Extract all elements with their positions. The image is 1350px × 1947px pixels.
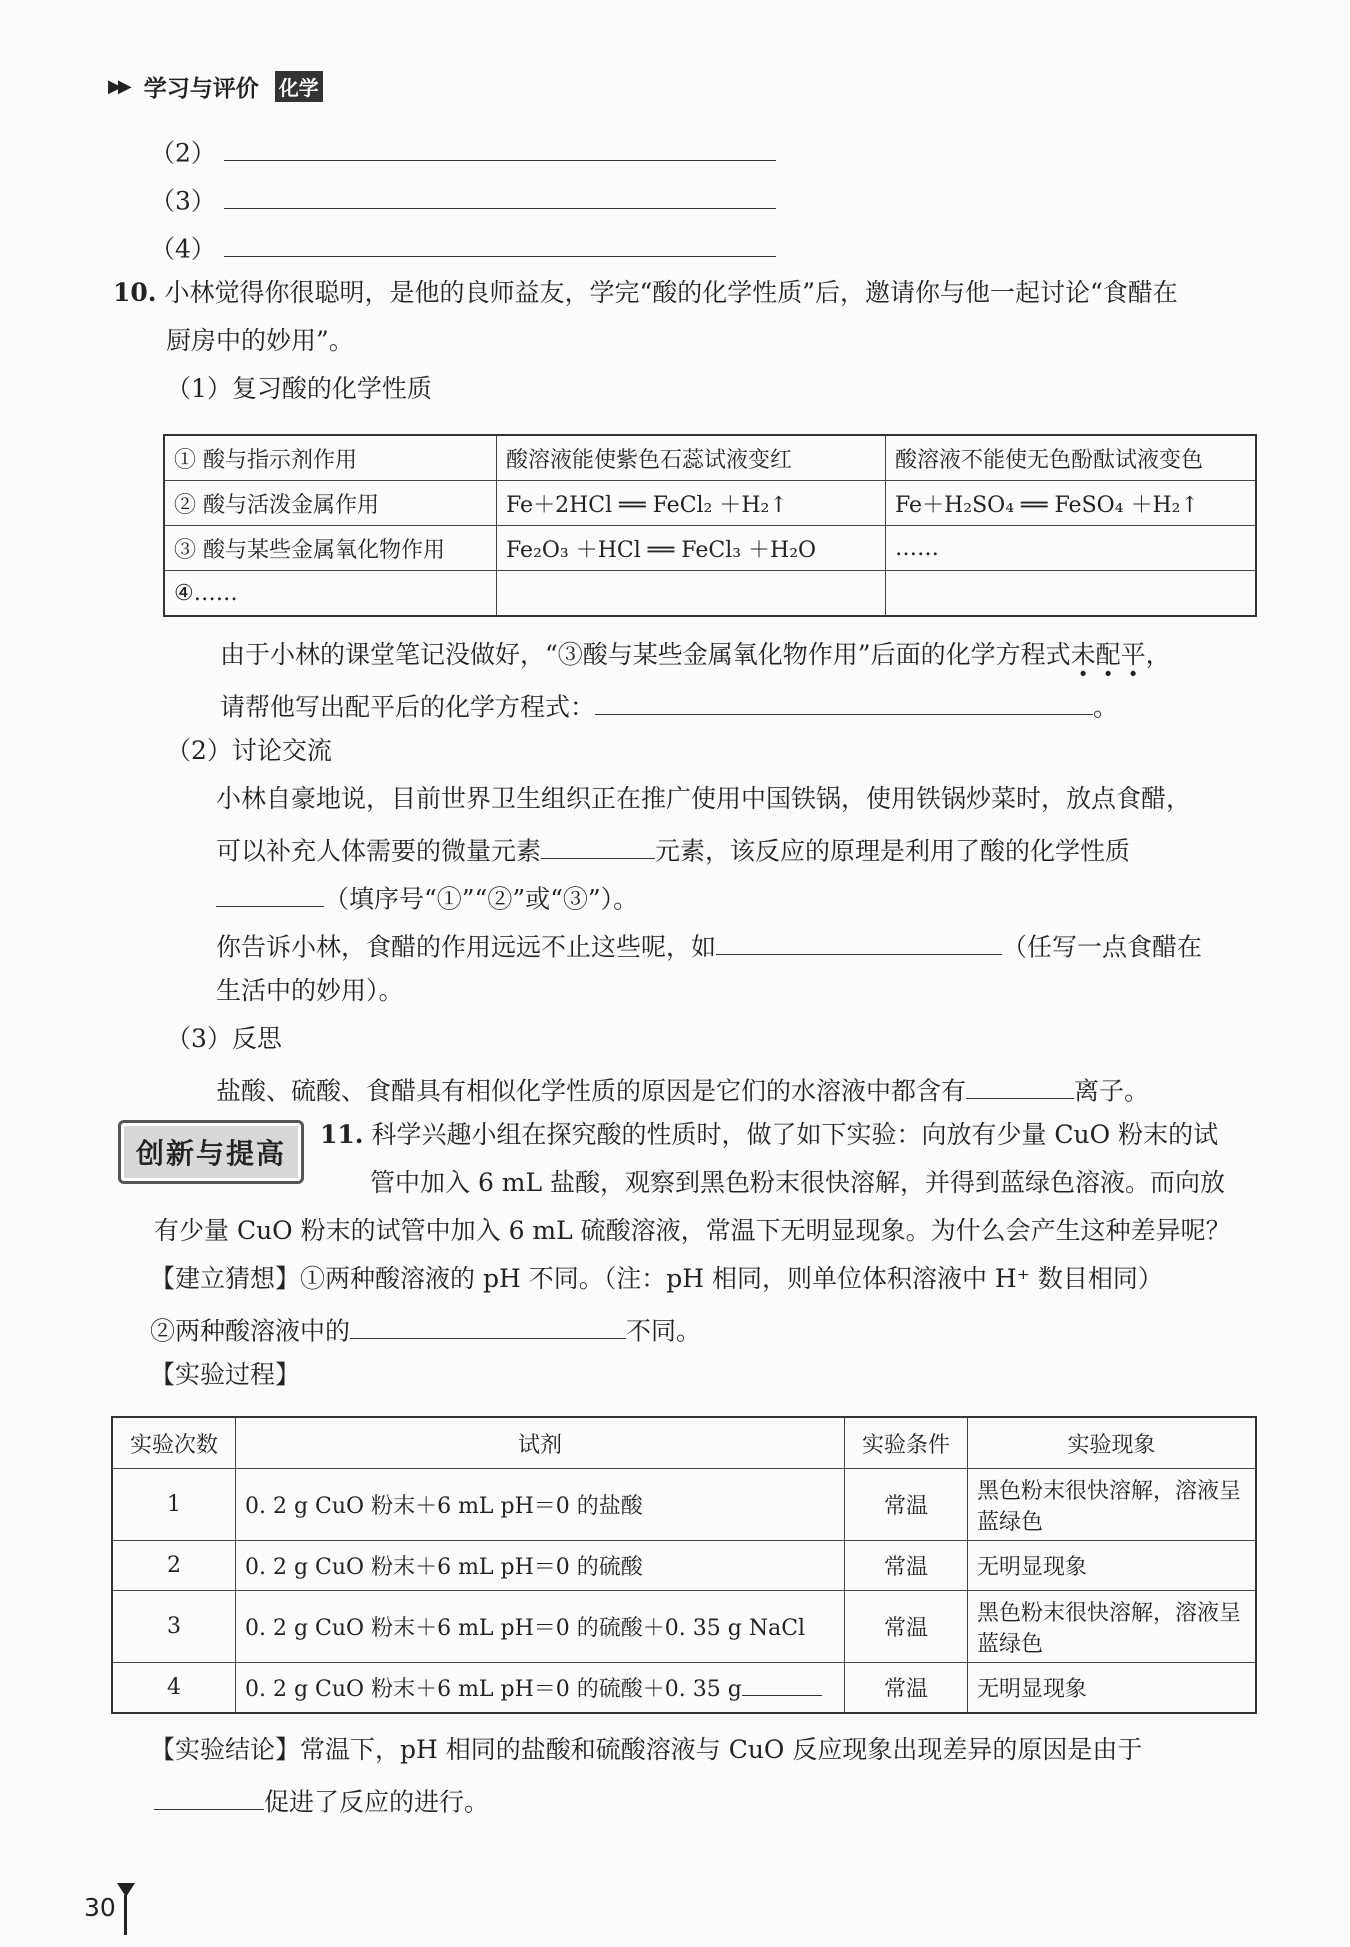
answer-line-2: （2） xyxy=(150,134,776,168)
q10-part2-title: （2）讨论交流 xyxy=(166,736,332,765)
table-row: ④…… xyxy=(164,571,1256,617)
reagent-blank[interactable] xyxy=(742,1672,822,1696)
vinegar-use-blank[interactable] xyxy=(716,928,1002,955)
q11-line2: 管中加入 6 mL 盐酸，观察到黑色粉末很快溶解，并得到蓝绿色溶液。而向放 xyxy=(370,1168,1226,1197)
experiment-table xyxy=(111,1416,1257,1714)
table-row: 1 0. 2 g CuO 粉末＋6 mL pH＝0 的盐酸 常温 黑色粉末很快溶解，溶液呈蓝绿色 xyxy=(112,1469,1256,1541)
q10-note-line2: 请帮他写出配平后的化学方程式： 。 xyxy=(220,688,1118,722)
property-blank[interactable] xyxy=(216,880,324,907)
q10-part3-title: （3）反思 xyxy=(166,1024,282,1053)
emphasis-char: 平 xyxy=(1120,640,1146,669)
q11-process-title: 【实验过程】 xyxy=(150,1360,301,1389)
table-row: 4 0. 2 g CuO 粉末＋6 mL pH＝0 的硫酸＋0. 35 g 常温 无明显现象 xyxy=(112,1663,1256,1713)
q11-conclusion-2: 促进了反应的进行。 xyxy=(154,1783,489,1817)
page-header xyxy=(108,70,323,103)
q10-p2-line5: 生活中的妙用）。 xyxy=(216,976,404,1005)
table-row: ② 酸与活泼金属作用 Fe＋2HCl ══ FeCl₂ ＋H₂↑ Fe＋H₂SO₄ ══ FeSO₄ ＋H₂↑ xyxy=(164,481,1256,526)
table-header-row: 实验次数 试剂 实验条件 实验现象 xyxy=(112,1417,1256,1469)
double-arrow-icon: ▶▶ xyxy=(108,76,128,97)
emphasis-text xyxy=(1071,640,1146,669)
element-blank[interactable] xyxy=(541,832,655,859)
emphasis-char: 配 xyxy=(1095,640,1121,669)
conclusion-blank[interactable] xyxy=(154,1783,264,1810)
emphasis-char: 未 xyxy=(1070,640,1096,669)
ion-blank[interactable] xyxy=(966,1072,1074,1099)
q10-p2-line3: （填序号“①”“②”或“③”）。 xyxy=(216,880,638,914)
subject-tag: 化学 xyxy=(275,71,323,102)
section-badge: 创新与提高 xyxy=(118,1120,304,1184)
q10-part1-title: （1）复习酸的化学性质 xyxy=(166,374,432,403)
answer-line-4: （4） xyxy=(150,230,776,264)
q10-note-line1: 由于小林的课堂笔记没做好，“③酸与某些金属氧化物作用”后面的化学方程式未配平， xyxy=(220,640,1171,669)
q10-p3-line: 盐酸、硫酸、食醋具有相似化学性质的原因是它们的水溶液中都含有 离子。 xyxy=(216,1072,1149,1106)
q10-intro-cont: 厨房中的妙用”。 xyxy=(166,326,354,355)
table-row: 3 0. 2 g CuO 粉末＋6 mL pH＝0 的硫酸＋0. 35 g NaCl 常温 黑色粉末很快溶解，溶液呈蓝绿色 xyxy=(112,1591,1256,1663)
q11-conclusion-1: 【实验结论】常温下，pH 相同的盐酸和硫酸溶液与 CuO 反应现象出现差异的原因是由于 xyxy=(150,1735,1143,1764)
q10-p2-line1: 小林自豪地说，目前世界卫生组织正在推广使用中国铁锅，使用铁锅炒菜时，放点食醋， xyxy=(216,784,1192,813)
q11-hypothesis-2: ②两种酸溶液中的 不同。 xyxy=(150,1312,701,1346)
question-number: 11. xyxy=(320,1120,364,1149)
q11-hypothesis-1: 【建立猜想】①两种酸溶液的 pH 不同。（注：pH 相同，则单位体积溶液中 H⁺ 数目相同） xyxy=(150,1264,1163,1293)
page-number: 30 xyxy=(84,1893,116,1922)
book-title: 学习与评价 xyxy=(143,76,259,102)
question-number: 10. xyxy=(113,278,157,307)
answer-blank[interactable] xyxy=(224,134,776,161)
table-row: 2 0. 2 g CuO 粉末＋6 mL pH＝0 的硫酸 常温 无明显现象 xyxy=(112,1541,1256,1591)
q10-p2-line2: 可以补充人体需要的微量元素 元素，该反应的原理是利用了酸的化学性质 xyxy=(216,832,1130,866)
answer-line-3: （3） xyxy=(150,182,776,216)
answer-blank[interactable] xyxy=(224,182,776,209)
acid-properties-table xyxy=(163,434,1257,617)
table-row: ① 酸与指示剂作用 酸溶液能使紫色石蕊试液变红 酸溶液不能使无色酚酞试液变色 xyxy=(164,435,1256,481)
answer-blank[interactable] xyxy=(224,230,776,257)
equation-blank[interactable] xyxy=(595,688,1093,715)
q10-p2-line4: 你告诉小林，食醋的作用远远不止这些呢，如 （任写一点食醋在 xyxy=(216,928,1202,962)
q10-intro: 10. 小林觉得你很聪明，是他的良师益友，学完“酸的化学性质”后，邀请你与他一起讨论“食醋在 xyxy=(113,278,1178,307)
page-number-bar xyxy=(124,1895,127,1935)
table-row: ③ 酸与某些金属氧化物作用 Fe₂O₃ ＋HCl ══ FeCl₃ ＋H₂O …… xyxy=(164,526,1256,571)
q11-line1: 11. 科学兴趣小组在探究酸的性质时，做了如下实验：向放有少量 CuO 粉末的试 xyxy=(320,1120,1219,1149)
hypothesis-blank[interactable] xyxy=(350,1312,626,1339)
q11-line3: 有少量 CuO 粉末的试管中加入 6 mL 硫酸溶液，常温下无明显现象。为什么会产生这种差异呢？ xyxy=(154,1216,1231,1245)
